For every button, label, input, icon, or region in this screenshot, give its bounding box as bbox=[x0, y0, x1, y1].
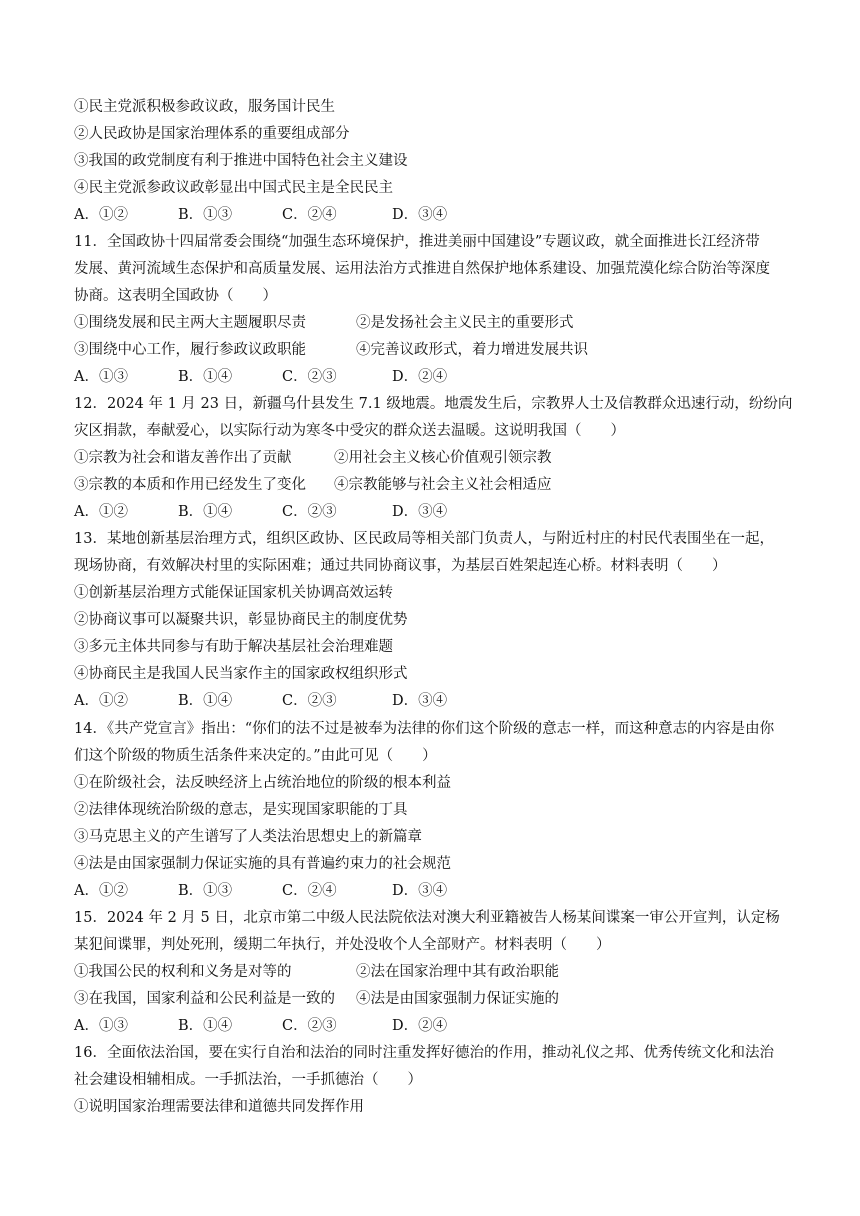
q11-statements-row-2 bbox=[74, 341, 794, 359]
q14-statement-4: ④法是由国家强制力保证实施的具有普遍约束力的社会规范 bbox=[74, 856, 451, 872]
q11-stem-line-3: 协商。这表明全国政协（ ） bbox=[74, 288, 277, 304]
q15-statement-4: ④法是由国家强制力保证实施的 bbox=[356, 991, 559, 1007]
q12-statements-row-1 bbox=[74, 449, 794, 467]
q11-statement-1: ①围绕发展和民主两大主题履职尽责 bbox=[74, 315, 306, 331]
q14-stem-line-1: 14．《共产党宣言》指出：“你们的法不过是被奉为法律的你们这个阶级的意志一样，而这种意志的内容是由你 bbox=[74, 721, 775, 737]
option-b[interactable]: B．①④ bbox=[178, 504, 233, 520]
q14-options bbox=[74, 882, 794, 900]
q15-statement-3: ③在我国，国家利益和公民利益是一致的 bbox=[74, 991, 335, 1007]
option-a[interactable]: A．①② bbox=[74, 693, 128, 709]
q13-options bbox=[74, 692, 794, 710]
option-c[interactable]: C．②③ bbox=[282, 1018, 337, 1034]
option-b[interactable]: B．①③ bbox=[178, 883, 233, 899]
option-d[interactable]: D．③④ bbox=[392, 207, 448, 223]
q10-options bbox=[74, 206, 794, 224]
q11-statement-2: ②是发扬社会主义民主的重要形式 bbox=[356, 315, 574, 331]
q12-options bbox=[74, 503, 794, 521]
q11-stem-line-2: 发展、黄河流域生态保护和高质量发展、运用法治方式推进自然保护地体系建设、加强荒漠化综合防治等深度 bbox=[74, 261, 770, 277]
q14-stem-line-2: 们这个阶级的物质生活条件来决定的。”由此可见（ ） bbox=[74, 748, 437, 764]
q13-stem-line-1: 13．某地创新基层治理方式，组织区政协、区民政局等相关部门负责人，与附近村庄的村民代表围坐在一起， bbox=[74, 531, 774, 547]
q15-stem-line-1: 15．2024 年 2 月 5 日，北京市第二中级人民法院依法对澳大利亚籍被告人杨某间谍案一审公开宣判，认定杨 bbox=[74, 910, 780, 926]
option-c[interactable]: C．②④ bbox=[282, 883, 337, 899]
option-b[interactable]: B．①④ bbox=[178, 693, 233, 709]
option-a[interactable]: A．①② bbox=[74, 883, 128, 899]
q16-stem-line-2: 社会建设相辅相成。一手抓法治，一手抓德治（ ） bbox=[74, 1072, 422, 1088]
option-d[interactable]: D．②④ bbox=[392, 369, 448, 385]
q10-statement-4: ④民主党派参政议政彰显出中国式民主是全民民主 bbox=[74, 180, 393, 196]
q12-stem-line-2: 灾区捐款，奉献爱心，以实际行动为寒冬中受灾的群众送去温暖。这说明我国（ ） bbox=[74, 423, 625, 439]
q13-stem-line-2: 现场协商，有效解决村里的实际困难；通过共同协商议事，为基层百姓架起连心桥。材料表明（ ） bbox=[74, 558, 727, 574]
option-d[interactable]: D．③④ bbox=[392, 883, 448, 899]
q14-statement-3: ③马克思主义的产生谱写了人类法治思想史上的新篇章 bbox=[74, 829, 422, 845]
q11-stem-line-1: 11．全国政协十四届常委会围绕“加强生态环境保护，推进美丽中国建设”专题议政，就全面推进长江经济带 bbox=[74, 234, 760, 250]
option-d[interactable]: D．③④ bbox=[392, 504, 448, 520]
q15-statement-1: ①我国公民的权利和义务是对等的 bbox=[74, 964, 292, 980]
q13-statement-2: ②协商议事可以凝聚共识，彰显协商民主的制度优势 bbox=[74, 612, 408, 628]
q13-statement-3: ③多元主体共同参与有助于解决基层社会治理难题 bbox=[74, 639, 393, 655]
option-a[interactable]: A．①② bbox=[74, 207, 128, 223]
option-a[interactable]: A．①③ bbox=[74, 369, 128, 385]
option-b[interactable]: B．①④ bbox=[178, 369, 233, 385]
q12-stem-line-1: 12．2024 年 1 月 23 日，新疆乌什县发生 7.1 级地震。地震发生后，宗教界人士及信教群众迅速行动，纷纷向 bbox=[74, 396, 793, 412]
q15-statement-2: ②法在国家治理中其有政治职能 bbox=[356, 964, 559, 980]
q12-statement-2: ②用社会主义核心价值观引领宗教 bbox=[334, 450, 552, 466]
q11-options bbox=[74, 368, 794, 386]
q11-statement-4: ④完善议政形式，着力增进发展共识 bbox=[356, 342, 588, 358]
q12-statement-1: ①宗教为社会和谐友善作出了贡献 bbox=[74, 450, 292, 466]
q12-statements-row-2 bbox=[74, 476, 794, 494]
option-a[interactable]: A．①② bbox=[74, 504, 128, 520]
q10-statement-1: ①民主党派积极参政议政，服务国计民生 bbox=[74, 99, 335, 115]
q16-stem-line-1: 16．全面依法治国，要在实行自治和法治的同时注重发挥好德治的作用，推动礼仪之邦、优秀传统文化和法治 bbox=[74, 1045, 774, 1061]
option-b[interactable]: B．①④ bbox=[178, 1018, 233, 1034]
q14-statement-2: ②法律体现统治阶级的意志，是实现国家职能的丁具 bbox=[74, 802, 408, 818]
q15-stem-line-2: 某犯间谍罪，判处死刑，缓期二年执行，并处没收个人全部财产。材料表明（ ） bbox=[74, 937, 611, 953]
q11-statements-row-1 bbox=[74, 314, 794, 332]
option-b[interactable]: B．①③ bbox=[178, 207, 233, 223]
q12-statement-4: ④宗教能够与社会主义社会相适应 bbox=[334, 477, 552, 493]
option-c[interactable]: C．②③ bbox=[282, 504, 337, 520]
option-c[interactable]: C．②③ bbox=[282, 369, 337, 385]
q16-statement-1: ①说明国家治理需要法律和道德共同发挥作用 bbox=[74, 1099, 364, 1115]
q12-statement-3: ③宗教的本质和作用已经发生了变化 bbox=[74, 477, 306, 493]
q11-statement-3: ③围绕中心工作，履行参政议政职能 bbox=[74, 342, 306, 358]
q15-statements-row-1 bbox=[74, 963, 794, 981]
q10-statement-2: ②人民政协是国家治理体系的重要组成部分 bbox=[74, 126, 350, 142]
q13-statement-4: ④协商民主是我国人民当家作主的国家政权组织形式 bbox=[74, 666, 408, 682]
q15-options bbox=[74, 1017, 794, 1035]
option-a[interactable]: A．①③ bbox=[74, 1018, 128, 1034]
q15-statements-row-2 bbox=[74, 990, 794, 1008]
option-d[interactable]: D．③④ bbox=[392, 693, 448, 709]
option-c[interactable]: C．②③ bbox=[282, 693, 337, 709]
q13-statement-1: ①创新基层治理方式能保证国家机关协调高效运转 bbox=[74, 585, 393, 601]
q10-statement-3: ③我国的政党制度有利于推进中国特色社会主义建设 bbox=[74, 153, 408, 169]
option-d[interactable]: D．②④ bbox=[392, 1018, 448, 1034]
option-c[interactable]: C．②④ bbox=[282, 207, 337, 223]
q14-statement-1: ①在阶级社会，法反映经济上占统治地位的阶级的根本利益 bbox=[74, 775, 451, 791]
